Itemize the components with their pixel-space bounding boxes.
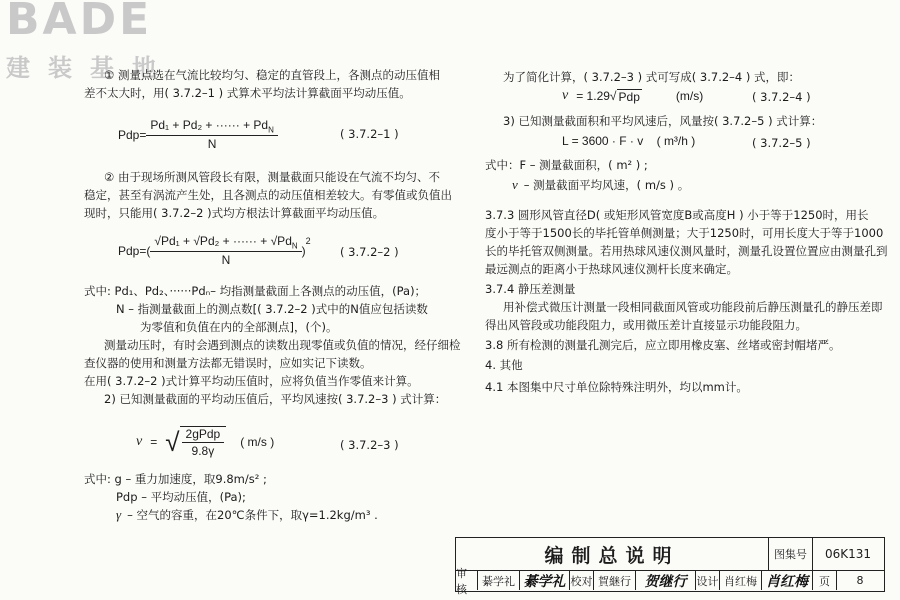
design-signature: 肖红梅 [762, 571, 813, 590]
design-name: 肖红梅 [720, 571, 762, 590]
formula-5-tag: ( 3.7.2–5 ) [752, 136, 811, 150]
formula-4-radicand: Pdp [618, 89, 640, 104]
where-1-line-1: 式中: Pd₁、Pd₂、······Pdₙ– 均指测量截面上各测点的动压值，(Pa)； [84, 284, 427, 298]
where-2-line-2: Pdp – 平均动压值，(Pa); [116, 490, 246, 504]
atlas-number-label: 图集号 [769, 538, 813, 570]
check-name: 賀継行 [594, 571, 636, 590]
formula-5-unit: ( m³/h ) [656, 134, 696, 148]
section-3-7-4-line-1: 用补偿式微压计测量一段相同截面风管或功能段前后静压测量孔的静压差即 [503, 300, 883, 314]
section-4-title: 4. 其他 [485, 358, 523, 372]
formula-1-numerator: Pd₁ + Pd₂ + ······ + Pd [150, 118, 269, 132]
formula-2-tag: ( 3.7.2–2 ) [340, 245, 399, 259]
formula-4-sqrt-sign: √ [609, 89, 617, 103]
formula-1-lhs: Pdp= [118, 127, 147, 142]
formula-1-numerator-sub: N [268, 125, 274, 135]
page-label: 页 [813, 571, 837, 590]
formula-3-denominator: 9.8γ [191, 444, 215, 458]
formula-2-rhs: ) [301, 243, 306, 258]
formula-3-7-2-1 [118, 118, 278, 151]
where-3-line-2 [512, 178, 689, 192]
para-2-line-1: ② 由于现场所测风管段长有限，测量截面只能设在气流不均匀、不 [104, 170, 440, 184]
right-para-1: 为了简化计算，( 3.7.2–3 ) 式可写成( 3.7.2–4 ) 式，即： [503, 70, 801, 84]
review-name: 綦学礼 [478, 571, 520, 590]
formula-2-fraction [150, 234, 301, 267]
review-signature: 綦学礼 [520, 571, 570, 590]
where-3-v-desc: – 测量截面平均风速，( m/s ) 。 [523, 178, 690, 192]
check-label: 校对 [570, 571, 594, 590]
para-3-line-3: 在用( 3.7.2–2 )式计算平均动压值时，应将负值当作零值来计算。 [84, 374, 419, 388]
formula-2-lhs: Pdp=( [118, 243, 151, 258]
formula-3-sqrt-sign: √ [165, 427, 180, 457]
section-3-7-3-line-4: 最远测点的距离小于热球风速仪测杆长度来确定。 [485, 262, 738, 276]
formula-3-numerator: 2gPdp [182, 427, 225, 443]
section-3-7-3-line-1: 3.7.3 圆形风管直径D( 或矩形风管宽度B或高度H ) 小于等于1250时，用长 [485, 208, 869, 222]
para-3-line-1: 测量动压时，有时会遇到测点的读数出现零值或负值的情况，经仔细检 [104, 338, 461, 352]
formula-3-7-2-4 [562, 88, 703, 104]
formula-2-denominator: N [221, 253, 231, 268]
formula-3-7-2-5 [562, 134, 695, 148]
atlas-number: 06K131 [824, 547, 872, 561]
formula-1-fraction [146, 118, 278, 151]
review-label: 审核 [456, 571, 478, 590]
section-4-1: 4.1 本图集中尺寸单位除特殊注明外，均以mm计。 [485, 380, 748, 394]
title-block-row-2 [456, 566, 884, 596]
para-1-line-2: 差不太大时，用( 3.7.2–1 ) 式算术平均法计算截面平均动压值。 [84, 86, 411, 100]
where-2-gamma: γ [116, 507, 122, 522]
formula-5-body: L = 3600 · F · v [562, 134, 644, 148]
section-3-7-4-line-2: 得出风管段或功能段阻力，或用微压差计直接显示功能段阻力。 [485, 318, 807, 332]
formula-3-fraction [180, 426, 227, 458]
formula-1-denominator: N [207, 137, 217, 152]
para-3-line-2: 查仪器的使用和测量方法都无错误时，应如实记下读数。 [84, 356, 372, 370]
formula-3-tag: ( 3.7.2–3 ) [340, 438, 399, 452]
formula-1-tag: ( 3.7.2–1 ) [340, 127, 399, 141]
section-3-7-4-title: 3.7.4 静压差测量 [485, 282, 576, 296]
drawing-title: 编制总说明 [456, 538, 769, 570]
where-2-gamma-desc: – 空气的容重，在20℃条件下，取γ=1.2kg/m³ . [127, 508, 378, 522]
formula-4-unit: (m/s) [675, 89, 704, 103]
page-number: 8 [856, 574, 864, 587]
section-3-7-3-line-2: 度小于等于1500长的毕托管单侧测量；大于1250时，可用长度大于等于1000 [485, 226, 884, 240]
formula-3-lhs: v [136, 434, 143, 449]
check-signature: 贺继行 [636, 571, 696, 590]
para-1-line-1: ① 测量点选在气流比较均匀、稳定的直管段上，各测点的动压值相 [104, 68, 440, 82]
formula-2-numerator: √Pd₁ + √Pd₂ + ······ + √Pd [154, 234, 292, 248]
formula-2-numerator-sub: N [291, 241, 298, 251]
title-block-row-1 [456, 538, 884, 571]
watermark-subtitle: 建装基地 [6, 54, 174, 82]
right-para-2: 3) 已知测量截面积和平均风速后，风量按( 3.7.2–5 ) 式计算： [503, 114, 823, 128]
where-3-line-1: 式中：F – 测量截面积，( m² ) ; [485, 158, 648, 172]
formula-4-lhs: v [562, 88, 569, 103]
section-3-7-3-line-3: 长的毕托管双侧测量。若用热球风速仪测风量时，测量孔设置位置应由测量孔到 [485, 244, 888, 258]
formula-3-unit: ( m/s ) [240, 435, 275, 449]
section-3-8: 3.8 所有检测的测量孔测完后，应立即用橡皮塞、丝堵或密封帽堵严。 [485, 338, 841, 352]
where-2-line-3 [116, 508, 378, 522]
where-3-v: v [512, 177, 518, 192]
formula-3-7-2-2 [118, 234, 311, 267]
para-2-line-2: 稳定，甚至有涡流产生处，且各测点的动压值相差较大。有零值或负值出 [84, 188, 452, 202]
formula-2-exponent: 2 [305, 235, 311, 246]
where-1-line-3: 为零值和负值在内的全部测点]，(个)。 [140, 320, 338, 334]
title-block [455, 537, 885, 596]
design-label: 设计 [696, 571, 720, 590]
where-2-line-1: 式中: g – 重力加速度，取9.8m/s² ; [84, 472, 267, 486]
formula-4-eq: = 1.29 [576, 89, 610, 103]
watermark-logo: BADE [6, 0, 153, 45]
formula-3-7-2-3 [136, 426, 274, 458]
para-2-line-3: 现时，只能用( 3.7.2–2 )式均方根法计算截面平均动压值。 [84, 206, 385, 220]
formula-3-eq: = [150, 435, 158, 449]
formula-4-tag: ( 3.7.2–4 ) [752, 90, 811, 104]
para-4: 2) 已知测量截面的平均动压值后，平均风速按( 3.7.2–3 ) 式计算： [104, 392, 447, 406]
where-1-line-2: N – 指测量截面上的测点数[( 3.7.2–2 )式中的N值应包括读数 [116, 302, 428, 316]
